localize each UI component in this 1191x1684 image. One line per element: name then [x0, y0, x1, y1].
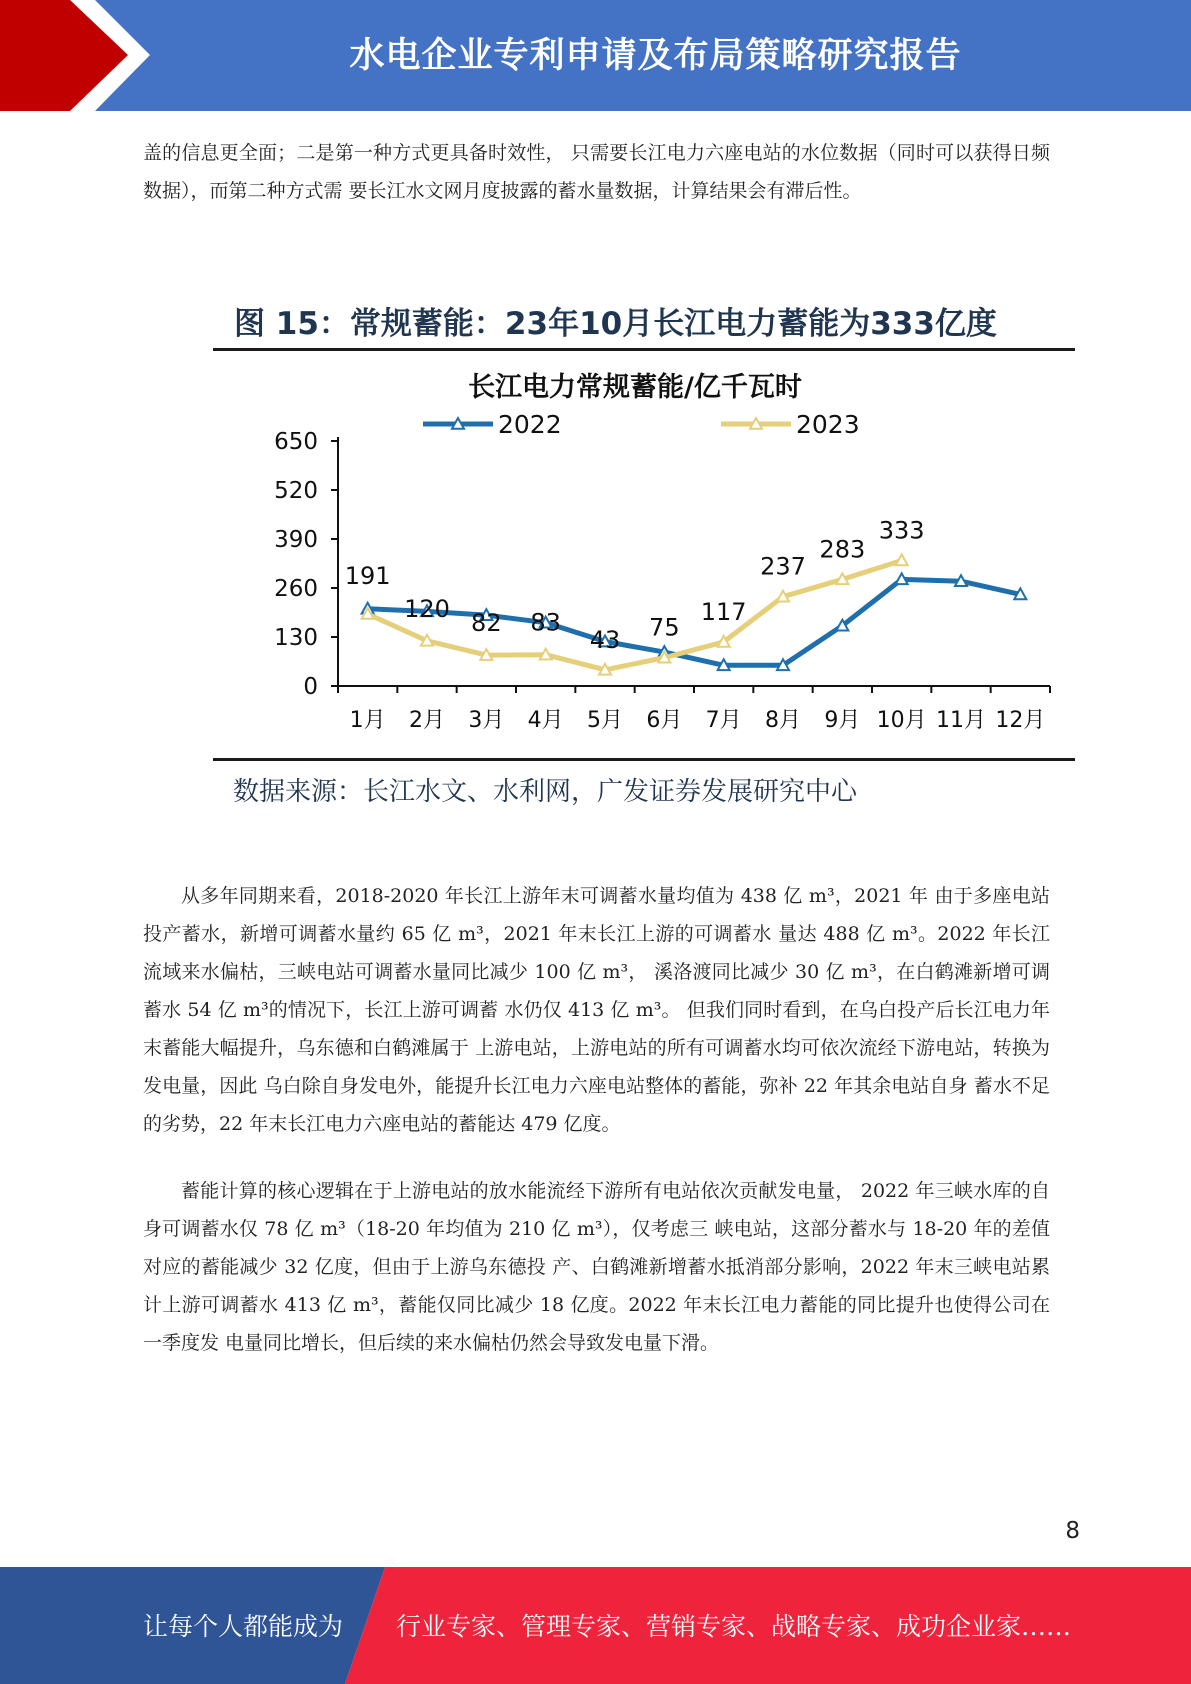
- data-label: 117: [700, 597, 747, 626]
- header-title: 水电企业专利申请及布局策略研究报告: [349, 36, 962, 76]
- data-label: 283: [819, 535, 866, 564]
- chart-data-labels: [345, 516, 925, 653]
- y-tick-label: 520: [274, 478, 318, 504]
- x-tick-label: 1月: [349, 708, 386, 733]
- x-tick-label: 9月: [824, 708, 861, 733]
- legend-label-2023: 2023: [796, 410, 860, 439]
- body-paragraph-1: 盖的信息更全面；二是第一种方式更具备时效性， 只需要长江电力六座电站的水位数据（同时可以获得日频数据），而第二种方式需 要长江水文网月度披露的蓄水量数据，计算结果会有滞后性。: [143, 142, 1050, 202]
- x-tick-label: 2月: [409, 708, 445, 733]
- x-tick-label: 4月: [527, 708, 564, 733]
- y-tick-label: 260: [274, 576, 318, 602]
- data-label: 75: [649, 613, 680, 642]
- data-label: 83: [530, 608, 561, 637]
- legend-label-2022: 2022: [498, 410, 562, 439]
- page-footer: [0, 1567, 1191, 1684]
- page-number: 8: [1065, 1518, 1080, 1544]
- figure-source: 数据来源：长江水文、水利网，广发证券发展研究中心: [233, 777, 858, 807]
- data-label: 191: [344, 562, 391, 591]
- x-tick-label: 11月: [936, 708, 986, 733]
- data-label: 237: [760, 552, 806, 581]
- data-label: 43: [589, 625, 621, 654]
- footer-slogan-left: 让每个人都能成为: [143, 1612, 344, 1641]
- data-label: 120: [404, 594, 450, 623]
- body-paragraph-2: 从多年同期来看，2018-2020 年长江上游年末可调蓄水量均值为 438 亿 m³，2021 年 由于多座电站投产蓄水，新增可调蓄水量约 65 亿 m³，2021 年末长江上游的可调蓄水 量达 488 亿 m³。2022 年长江流域来水偏枯，三峡电站可调蓄水量同比减少 100 亿 m³， 溪洛渡同比减少 30 亿 m³，在白鹤滩新增可调蓄水 54 亿 m³的情况下，长江上游可调蓄 水仍仅 413 亿 m³。 但我们同时看到，在乌白投产后长江电力年末蓄能大幅提升，乌东德和白鹤滩属于 上游电站，上游电站的所有可调蓄水均可依次流经下游电站，转换为发电量，因此 乌白除自身发电外，能提升长江电力六座电站整体的蓄能，弥补 22 年其余电站自身 蓄水不足的劣势，22 年末长江电力六座电站的蓄能达 479 亿度。: [143, 885, 1050, 1135]
- y-tick-label: 650: [274, 429, 318, 455]
- header-arrow-decoration: [0, 0, 160, 111]
- data-label: 82: [471, 609, 502, 638]
- footer-slogan-right: 行业专家、管理专家、营销专家、战略专家、成功企业家……: [396, 1612, 1072, 1641]
- page-header: [0, 0, 1191, 111]
- y-tick-label: 390: [274, 527, 318, 553]
- storage-energy-line-chart: [213, 355, 1075, 755]
- y-tick-label: 130: [274, 625, 318, 651]
- body-paragraph-3: 蓄能计算的核心逻辑在于上游电站的放水能流经下游所有电站依次贡献发电量， 2022 年三峡水库的自身可调蓄水仅 78 亿 m³（18-20 年均值为 210 亿 m³），仅考虑三 峡电站，这部分蓄水与 18-20 年的差值对应的蓄能减少 32 亿度，但由于上游乌东德投 产、白鹤滩新增蓄水抵消部分影响，2022 年末三峡电站累计上游可调蓄水 413 亿 m³，蓄能仅同比减少 18 亿度。2022 年末长江电力蓄能的同比提升也使得公司在一季度发 电量同比增长，但后续的来水偏枯仍然会导致发电量下滑。: [143, 1180, 1050, 1354]
- figure-top-rule: [213, 348, 1075, 351]
- chart-series: [362, 554, 1027, 674]
- y-tick-label: 0: [303, 674, 318, 700]
- x-tick-label: 12月: [995, 708, 1046, 733]
- chart-title: 长江电力常规蓄能/亿千瓦时: [468, 372, 802, 403]
- x-tick-label: 3月: [468, 708, 505, 733]
- figure-bottom-rule: [213, 758, 1075, 761]
- x-tick-label: 7月: [705, 708, 742, 733]
- x-tick-label: 6月: [646, 708, 683, 733]
- data-label: 333: [878, 516, 925, 545]
- figure-title: 图 15：常规蓄能：23年10月长江电力蓄能为333亿度: [234, 306, 997, 342]
- chart-legend: [423, 410, 860, 439]
- x-tick-label: 8月: [765, 708, 801, 733]
- x-tick-label: 5月: [587, 708, 623, 733]
- x-tick-label: 10月: [876, 708, 927, 733]
